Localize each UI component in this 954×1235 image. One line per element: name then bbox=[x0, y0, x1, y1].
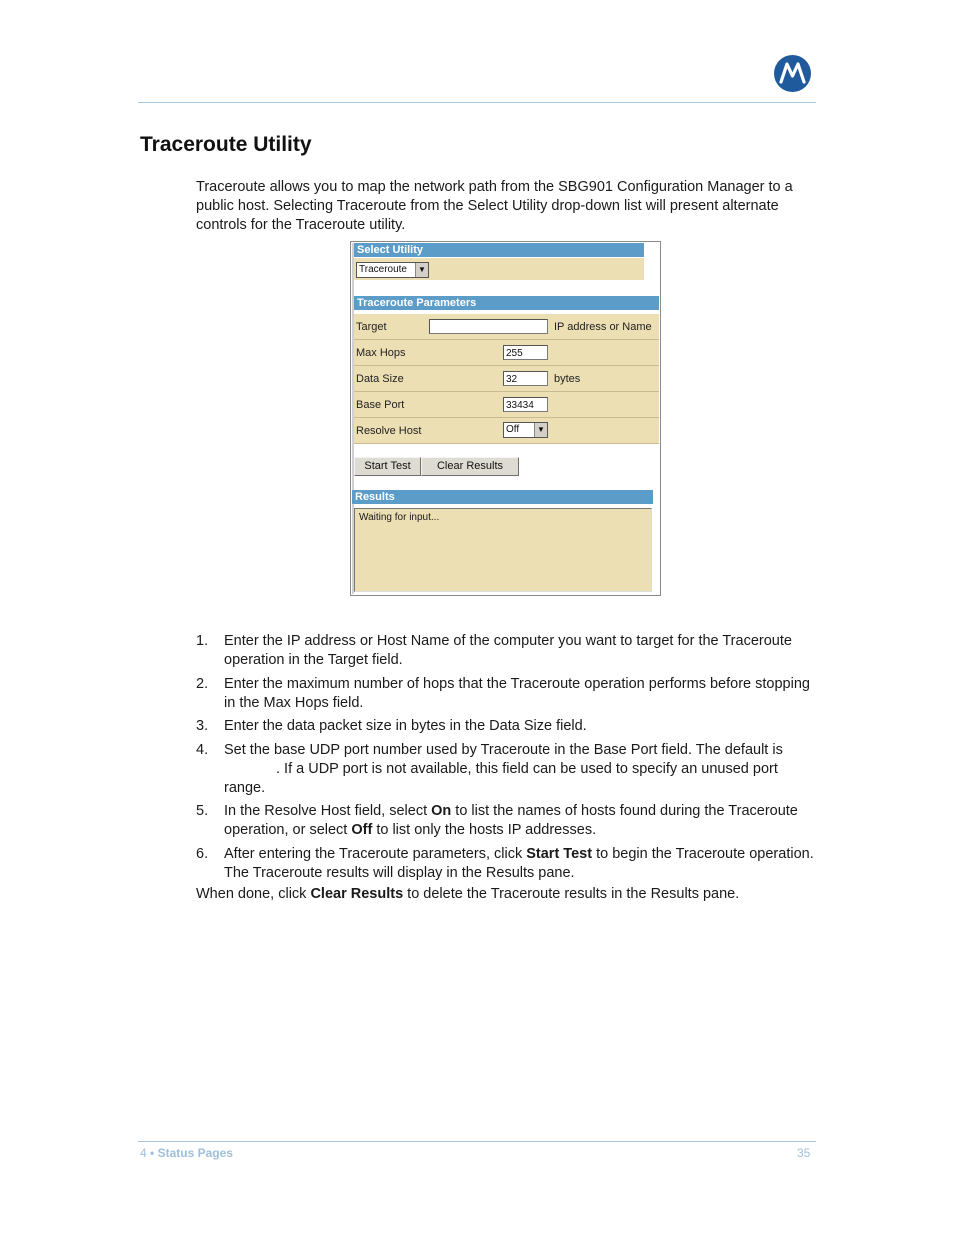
closing-paragraph: When done, click Clear Results to delete the Traceroute results in the Results pane. bbox=[196, 886, 740, 902]
results-header: Results bbox=[352, 490, 653, 504]
resolve-host-label: Resolve Host bbox=[356, 425, 422, 437]
target-label: Target bbox=[356, 321, 387, 333]
header-divider bbox=[138, 102, 816, 103]
page-number: 35 bbox=[797, 1146, 811, 1160]
footer-divider bbox=[138, 1141, 816, 1142]
data-size-label: Data Size bbox=[356, 373, 404, 385]
target-hint: IP address or Name bbox=[554, 321, 652, 333]
target-input[interactable] bbox=[429, 319, 548, 334]
select-utility-header: Select Utility bbox=[354, 243, 644, 257]
traceroute-panel-screenshot bbox=[350, 241, 661, 596]
results-textarea[interactable]: Waiting for input... bbox=[354, 508, 652, 592]
utility-select[interactable]: Traceroute ▼ bbox=[356, 262, 429, 278]
steps-list bbox=[196, 632, 821, 887]
page-title: Traceroute Utility bbox=[140, 133, 312, 156]
data-size-row bbox=[354, 366, 659, 392]
list-item: 6. After entering the Traceroute parameters, click Start Test to begin the Traceroute operation. The Traceroute results will display in the Results pane. bbox=[196, 845, 814, 881]
motorola-logo-icon bbox=[774, 55, 811, 92]
max-hops-row bbox=[354, 340, 659, 366]
max-hops-input[interactable]: 255 bbox=[503, 345, 548, 360]
target-row bbox=[354, 314, 659, 340]
list-item: 3. Enter the data packet size in bytes in the Data Size field. bbox=[196, 718, 587, 734]
resolve-host-row bbox=[354, 418, 659, 444]
data-size-unit: bytes bbox=[554, 373, 581, 385]
list-item: 5. In the Resolve Host field, select On to list the names of hosts found during the Traceroute operation, or select Off to list only the hosts IP addresses. bbox=[196, 803, 798, 838]
select-utility-row bbox=[354, 258, 644, 280]
chevron-down-icon: ▼ bbox=[415, 263, 428, 277]
start-test-button[interactable]: Start Test bbox=[354, 457, 421, 476]
list-item: 4. Set the base UDP port number used by Traceroute in the Base Port field. The default is. If a UDP port is not available, this field can be used to specify an unused port range. bbox=[196, 741, 783, 796]
clear-results-button[interactable]: Clear Results bbox=[421, 457, 519, 476]
traceroute-parameters-header: Traceroute Parameters bbox=[354, 296, 659, 310]
resolve-host-select[interactable]: Off ▼ bbox=[503, 422, 548, 438]
max-hops-label: Max Hops bbox=[356, 347, 406, 359]
chevron-down-icon: ▼ bbox=[534, 423, 547, 437]
intro-paragraph: Traceroute allows you to map the network path from the SBG901 Configuration Manager to a public host. Selecting Traceroute from the Select Utility drop-down list will present alternate controls for the Traceroute utility. bbox=[196, 179, 793, 233]
base-port-label: Base Port bbox=[356, 399, 405, 411]
data-size-input[interactable]: 32 bbox=[503, 371, 548, 386]
list-item: 2. Enter the maximum number of hops that the Traceroute operation performs before stopping in the Max Hops field. bbox=[196, 675, 810, 711]
list-item: 1. Enter the IP address or Host Name of the computer you want to target for the Traceroute operation in the Target field. bbox=[196, 633, 792, 668]
footer-chapter: 4 • Status Pages bbox=[140, 1146, 233, 1160]
base-port-row bbox=[354, 392, 659, 418]
base-port-input[interactable]: 33434 bbox=[503, 397, 548, 412]
